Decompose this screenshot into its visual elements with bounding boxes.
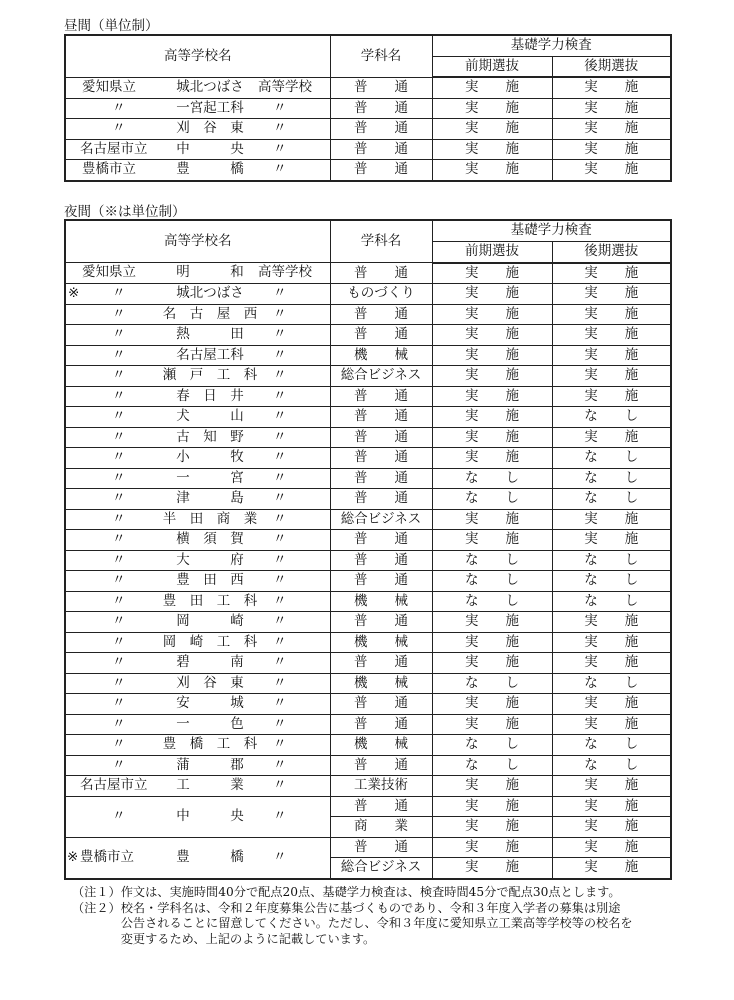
second-selection-cell: 実 施 xyxy=(552,714,671,735)
school-prefecture: 〃 xyxy=(112,449,126,465)
header-school: 高等学校名 xyxy=(65,220,330,263)
dept-cell: 普 通 xyxy=(330,714,432,735)
table-row xyxy=(65,119,671,140)
second-selection-cell: な し xyxy=(552,407,671,428)
first-selection-cell: 実 施 xyxy=(432,776,552,797)
school-name-cell xyxy=(65,489,330,510)
school-prefecture: 〃 xyxy=(112,326,126,342)
school-prefecture: 〃 xyxy=(112,510,126,527)
header-test: 基礎学力検査 xyxy=(432,35,671,56)
second-selection-cell: 実 施 xyxy=(552,632,671,653)
school-suffix: 〃 xyxy=(273,346,287,363)
school-prefecture: 〃 xyxy=(112,674,126,691)
table-row xyxy=(65,591,671,612)
school-prefecture: 〃 xyxy=(112,490,126,506)
school-name-cell xyxy=(65,263,330,284)
dept-cell: 機 械 xyxy=(330,345,432,366)
school-name: 城北つばさ xyxy=(176,78,244,95)
school-name-cell xyxy=(65,427,330,448)
school-name-cell xyxy=(65,796,330,837)
school-name: 碧 南 xyxy=(176,654,244,670)
school-suffix: 〃 xyxy=(273,367,287,383)
school-suffix: 〃 xyxy=(273,285,287,301)
school-suffix: 高等学校 xyxy=(258,264,312,280)
school-suffix: 〃 xyxy=(273,469,287,486)
school-suffix: 〃 xyxy=(273,674,287,691)
school-name-cell xyxy=(65,714,330,735)
school-suffix: 〃 xyxy=(273,326,287,342)
school-name-cell xyxy=(65,77,330,98)
school-name: 豊 橋 xyxy=(176,161,244,177)
notes xyxy=(72,885,633,947)
school-suffix: 高等学校 xyxy=(258,78,312,95)
first-selection-cell: 実 施 xyxy=(432,284,552,305)
school-suffix: 〃 xyxy=(273,510,287,527)
school-name: 安 城 xyxy=(176,695,244,711)
school-suffix: 〃 xyxy=(273,305,287,322)
second-selection-cell: 実 施 xyxy=(552,139,671,160)
school-prefecture: 〃 xyxy=(112,756,126,773)
school-name: 城北つばさ xyxy=(176,285,244,301)
school-name-cell xyxy=(65,160,330,181)
dept-cell: 普 通 xyxy=(330,694,432,715)
school-suffix: 〃 xyxy=(273,408,287,424)
school-name-cell xyxy=(65,119,330,140)
school-name-cell xyxy=(65,98,330,119)
dept-cell: 普 通 xyxy=(330,427,432,448)
note-2: （注２）校名・学科名は、令和２年度募集公告に基づくものであり、令和３年度入学者の募集は別途 xyxy=(72,900,621,915)
header-second: 後期選抜 xyxy=(552,241,671,263)
school-name: 熱 田 xyxy=(176,326,244,342)
second-selection-cell: 実 施 xyxy=(552,817,671,838)
school-prefecture: 豊橋市立 xyxy=(80,848,134,865)
second-selection-cell: な し xyxy=(552,673,671,694)
table-row xyxy=(65,694,671,715)
first-selection-cell: 実 施 xyxy=(432,386,552,407)
second-selection-cell: 実 施 xyxy=(552,284,671,305)
table-row xyxy=(65,325,671,346)
school-prefecture: 〃 xyxy=(112,469,126,486)
first-selection-cell: 実 施 xyxy=(432,653,552,674)
school-suffix: 〃 xyxy=(273,715,287,732)
dept-cell: 機 械 xyxy=(330,735,432,756)
first-selection-cell: 実 施 xyxy=(432,263,552,284)
table-row xyxy=(65,160,671,181)
second-selection-cell: 実 施 xyxy=(552,612,671,633)
school-name-cell xyxy=(65,591,330,612)
first-selection-cell: 実 施 xyxy=(432,160,552,181)
table-row xyxy=(65,284,671,305)
school-prefecture: 〃 xyxy=(112,408,126,424)
first-selection-cell: な し xyxy=(432,468,552,489)
school-suffix: 〃 xyxy=(273,777,287,793)
school-prefecture: 〃 xyxy=(112,120,126,136)
dept-cell: 普 通 xyxy=(330,550,432,571)
table-row xyxy=(65,776,671,797)
school-name-cell xyxy=(65,325,330,346)
school-prefecture: 〃 xyxy=(112,736,126,752)
first-selection-cell: 実 施 xyxy=(432,837,552,858)
header-first: 前期選抜 xyxy=(432,241,552,263)
second-selection-cell: 実 施 xyxy=(552,837,671,858)
dept-cell: 普 通 xyxy=(330,139,432,160)
second-selection-cell: な し xyxy=(552,735,671,756)
school-name: 刈 谷 東 xyxy=(176,120,244,136)
school-name-cell xyxy=(65,448,330,469)
first-selection-cell: 実 施 xyxy=(432,714,552,735)
school-name-cell xyxy=(65,776,330,797)
table-row xyxy=(65,796,671,817)
school-prefecture: 〃 xyxy=(112,715,126,732)
first-selection-cell: 実 施 xyxy=(432,119,552,140)
first-selection-cell: な し xyxy=(432,735,552,756)
section-title-day: 昼間（単位制） xyxy=(64,18,159,34)
first-selection-cell: 実 施 xyxy=(432,98,552,119)
table-row xyxy=(65,98,671,119)
dept-cell: 普 通 xyxy=(330,304,432,325)
school-name-cell xyxy=(65,366,330,387)
school-name: 明 和 xyxy=(176,264,244,280)
school-prefecture: 〃 xyxy=(112,551,126,568)
first-selection-cell: な し xyxy=(432,673,552,694)
dept-cell: 普 通 xyxy=(330,98,432,119)
school-name-cell xyxy=(65,304,330,325)
second-selection-cell: 実 施 xyxy=(552,304,671,325)
school-name-cell xyxy=(65,673,330,694)
first-selection-cell: 実 施 xyxy=(432,345,552,366)
second-selection-cell: 実 施 xyxy=(552,653,671,674)
school-name: 小 牧 xyxy=(176,449,244,465)
school-suffix: 〃 xyxy=(273,387,287,404)
school-name: 名 古 屋 西 xyxy=(162,305,258,322)
second-selection-cell: 実 施 xyxy=(552,427,671,448)
school-prefecture: 〃 xyxy=(112,305,126,322)
table-row xyxy=(65,632,671,653)
dept-cell: 普 通 xyxy=(330,755,432,776)
school-suffix: 〃 xyxy=(273,161,287,177)
first-selection-cell: 実 施 xyxy=(432,448,552,469)
note-2-cont-1: 公告されることに留意してください。ただし、令和３年度に愛知県立工業高等学校等の校名を xyxy=(72,916,633,930)
table-row xyxy=(65,714,671,735)
school-suffix: 〃 xyxy=(273,848,287,865)
note-1: （注１）作文は、実施時間40分で配点20点、基礎学力検査は、検査時間45分で配点30点とします。 xyxy=(72,885,621,899)
school-name: 刈 谷 東 xyxy=(176,674,244,691)
first-selection-cell: な し xyxy=(432,755,552,776)
school-suffix: 〃 xyxy=(273,592,287,609)
school-prefecture: 〃 xyxy=(112,695,126,711)
second-selection-cell: な し xyxy=(552,550,671,571)
dept-cell: 普 通 xyxy=(330,325,432,346)
header-test: 基礎学力検査 xyxy=(432,220,671,241)
table-row xyxy=(65,837,671,858)
table-row xyxy=(65,407,671,428)
dept-cell: 普 通 xyxy=(330,612,432,633)
header-second: 後期選抜 xyxy=(552,56,671,77)
school-prefecture: 愛知県立 xyxy=(82,264,136,280)
school-name-cell xyxy=(65,632,330,653)
dept-cell: 普 通 xyxy=(330,653,432,674)
dept-cell: 普 通 xyxy=(330,837,432,858)
school-suffix: 〃 xyxy=(273,140,287,157)
second-selection-cell: 実 施 xyxy=(552,263,671,284)
school-name: 豊 田 西 xyxy=(176,572,244,588)
table-row xyxy=(65,550,671,571)
school-name-cell xyxy=(65,694,330,715)
school-name-cell xyxy=(65,837,330,879)
school-suffix: 〃 xyxy=(273,736,287,752)
second-selection-cell: 実 施 xyxy=(552,77,671,98)
dept-cell: ものづくり xyxy=(330,284,432,305)
school-suffix: 〃 xyxy=(273,756,287,773)
school-suffix: 〃 xyxy=(273,695,287,711)
first-selection-cell: 実 施 xyxy=(432,612,552,633)
table-row xyxy=(65,653,671,674)
school-name-cell xyxy=(65,571,330,592)
dept-cell: 普 通 xyxy=(330,263,432,284)
school-name: 古 知 野 xyxy=(176,428,244,445)
school-prefecture: 名古屋市立 xyxy=(80,140,148,157)
second-selection-cell: 実 施 xyxy=(552,366,671,387)
school-name: 岡 崎 xyxy=(176,613,244,629)
second-selection-cell: 実 施 xyxy=(552,386,671,407)
first-selection-cell: な し xyxy=(432,550,552,571)
dept-cell: 普 通 xyxy=(330,468,432,489)
second-selection-cell: な し xyxy=(552,571,671,592)
school-prefecture: 〃 xyxy=(112,346,126,363)
dept-cell: 普 通 xyxy=(330,407,432,428)
school-name: 瀬 戸 工 科 xyxy=(162,367,258,383)
dept-cell: 総合ビジネス xyxy=(330,366,432,387)
school-prefecture: 〃 xyxy=(112,807,126,824)
dept-cell: 普 通 xyxy=(330,77,432,98)
dept-cell: 総合ビジネス xyxy=(330,858,432,879)
school-name: 中 央 xyxy=(176,140,244,157)
school-name: 半 田 商 業 xyxy=(162,510,258,527)
dept-cell: 普 通 xyxy=(330,160,432,181)
school-prefecture: 豊橋市立 xyxy=(82,161,136,177)
dept-cell: 普 通 xyxy=(330,448,432,469)
school-prefecture: 〃 xyxy=(112,613,126,629)
school-suffix: 〃 xyxy=(273,449,287,465)
dept-cell: 普 通 xyxy=(330,489,432,510)
header-school: 高等学校名 xyxy=(65,35,330,77)
school-name: 一 色 xyxy=(176,715,244,732)
first-selection-cell: な し xyxy=(432,591,552,612)
first-selection-cell: な し xyxy=(432,489,552,510)
first-selection-cell: 実 施 xyxy=(432,632,552,653)
dept-cell: 普 通 xyxy=(330,119,432,140)
school-name: 豊 橋 工 科 xyxy=(162,736,258,752)
second-selection-cell: 実 施 xyxy=(552,345,671,366)
school-suffix: 〃 xyxy=(273,428,287,445)
school-suffix: 〃 xyxy=(273,551,287,568)
school-suffix: 〃 xyxy=(273,531,287,547)
night-table xyxy=(64,219,672,880)
second-selection-cell: 実 施 xyxy=(552,530,671,551)
school-name: 横 須 賀 xyxy=(176,531,244,547)
school-prefecture: 〃 xyxy=(112,367,126,383)
school-name-cell xyxy=(65,139,330,160)
second-selection-cell: な し xyxy=(552,755,671,776)
first-selection-cell: な し xyxy=(432,571,552,592)
section-title-night: 夜間（※は単位制） xyxy=(64,204,186,220)
school-name: 名古屋工科 xyxy=(176,346,244,363)
school-prefecture: 愛知県立 xyxy=(82,78,136,95)
school-prefecture: 名古屋市立 xyxy=(80,777,148,793)
table-row xyxy=(65,366,671,387)
first-selection-cell: 実 施 xyxy=(432,694,552,715)
table-row xyxy=(65,139,671,160)
school-name-cell xyxy=(65,284,330,305)
dept-cell: 機 械 xyxy=(330,591,432,612)
dept-cell: 工業技術 xyxy=(330,776,432,797)
table-row xyxy=(65,304,671,325)
school-prefecture: 〃 xyxy=(112,633,126,650)
second-selection-cell: 実 施 xyxy=(552,160,671,181)
school-name-cell xyxy=(65,735,330,756)
table-row xyxy=(65,755,671,776)
table-row xyxy=(65,489,671,510)
note-2-cont-2: 変更するため、上記のように記載しています。 xyxy=(72,931,376,946)
table-row xyxy=(65,468,671,489)
dept-cell: 機 械 xyxy=(330,673,432,694)
first-selection-cell: 実 施 xyxy=(432,530,552,551)
table-row xyxy=(65,386,671,407)
dept-cell: 普 通 xyxy=(330,796,432,817)
school-prefecture: 〃 xyxy=(112,592,126,609)
table-row xyxy=(65,571,671,592)
dept-cell: 普 通 xyxy=(330,571,432,592)
dept-cell: 総合ビジネス xyxy=(330,509,432,530)
table-row xyxy=(65,448,671,469)
school-prefecture: 〃 xyxy=(112,428,126,445)
second-selection-cell: な し xyxy=(552,489,671,510)
first-selection-cell: 実 施 xyxy=(432,77,552,98)
school-name-cell xyxy=(65,468,330,489)
school-prefecture: 〃 xyxy=(112,99,126,116)
school-name: 一 宮 xyxy=(176,469,244,486)
second-selection-cell: な し xyxy=(552,468,671,489)
school-suffix: 〃 xyxy=(273,120,287,136)
first-selection-cell: 実 施 xyxy=(432,427,552,448)
school-suffix: 〃 xyxy=(273,99,287,116)
school-name: 豊 田 工 科 xyxy=(162,592,258,609)
school-name: 犬 山 xyxy=(176,408,244,424)
school-mark: ※ xyxy=(67,848,79,865)
first-selection-cell: 実 施 xyxy=(432,858,552,879)
table-row xyxy=(65,673,671,694)
school-name: 蒲 郡 xyxy=(176,756,244,773)
second-selection-cell: 実 施 xyxy=(552,509,671,530)
school-prefecture: 〃 xyxy=(112,531,126,547)
day-table xyxy=(64,34,672,182)
school-name: 一宮起工科 xyxy=(176,99,244,116)
first-selection-cell: 実 施 xyxy=(432,325,552,346)
school-name: 春 日 井 xyxy=(176,387,244,404)
school-name: 大 府 xyxy=(176,551,244,568)
school-suffix: 〃 xyxy=(273,633,287,650)
dept-cell: 機 械 xyxy=(330,632,432,653)
school-suffix: 〃 xyxy=(273,613,287,629)
second-selection-cell: 実 施 xyxy=(552,694,671,715)
school-name-cell xyxy=(65,653,330,674)
table-row xyxy=(65,735,671,756)
school-prefecture: 〃 xyxy=(112,654,126,670)
table-row xyxy=(65,509,671,530)
header-dept: 学科名 xyxy=(330,35,432,77)
school-suffix: 〃 xyxy=(273,490,287,506)
school-name-cell xyxy=(65,530,330,551)
dept-cell: 普 通 xyxy=(330,530,432,551)
school-name: 岡 崎 工 科 xyxy=(162,633,258,650)
school-mark: ※ xyxy=(68,285,80,301)
school-name-cell xyxy=(65,509,330,530)
school-name-cell xyxy=(65,386,330,407)
second-selection-cell: 実 施 xyxy=(552,119,671,140)
table-row xyxy=(65,612,671,633)
first-selection-cell: 実 施 xyxy=(432,407,552,428)
first-selection-cell: 実 施 xyxy=(432,139,552,160)
dept-cell: 普 通 xyxy=(330,386,432,407)
school-name: 豊 橋 xyxy=(176,848,244,865)
school-name-cell xyxy=(65,345,330,366)
dept-cell: 商 業 xyxy=(330,817,432,838)
school-prefecture: 〃 xyxy=(112,285,126,301)
header-first: 前期選抜 xyxy=(432,56,552,77)
table-row xyxy=(65,77,671,98)
first-selection-cell: 実 施 xyxy=(432,817,552,838)
second-selection-cell: 実 施 xyxy=(552,858,671,879)
first-selection-cell: 実 施 xyxy=(432,796,552,817)
first-selection-cell: 実 施 xyxy=(432,366,552,387)
table-row xyxy=(65,263,671,284)
school-name: 中 央 xyxy=(176,807,244,824)
school-name-cell xyxy=(65,612,330,633)
second-selection-cell: 実 施 xyxy=(552,325,671,346)
table-row xyxy=(65,345,671,366)
second-selection-cell: 実 施 xyxy=(552,776,671,797)
first-selection-cell: 実 施 xyxy=(432,304,552,325)
school-name-cell xyxy=(65,755,330,776)
second-selection-cell: 実 施 xyxy=(552,98,671,119)
school-prefecture: 〃 xyxy=(112,387,126,404)
school-suffix: 〃 xyxy=(273,572,287,588)
second-selection-cell: 実 施 xyxy=(552,796,671,817)
school-suffix: 〃 xyxy=(273,807,287,824)
table-row xyxy=(65,427,671,448)
school-name-cell xyxy=(65,550,330,571)
school-suffix: 〃 xyxy=(273,654,287,670)
school-name: 津 島 xyxy=(176,490,244,506)
school-name-cell xyxy=(65,407,330,428)
header-dept: 学科名 xyxy=(330,220,432,263)
school-name: 工 業 xyxy=(176,777,244,793)
second-selection-cell: な し xyxy=(552,448,671,469)
school-prefecture: 〃 xyxy=(112,572,126,588)
first-selection-cell: 実 施 xyxy=(432,509,552,530)
second-selection-cell: な し xyxy=(552,591,671,612)
table-row xyxy=(65,530,671,551)
